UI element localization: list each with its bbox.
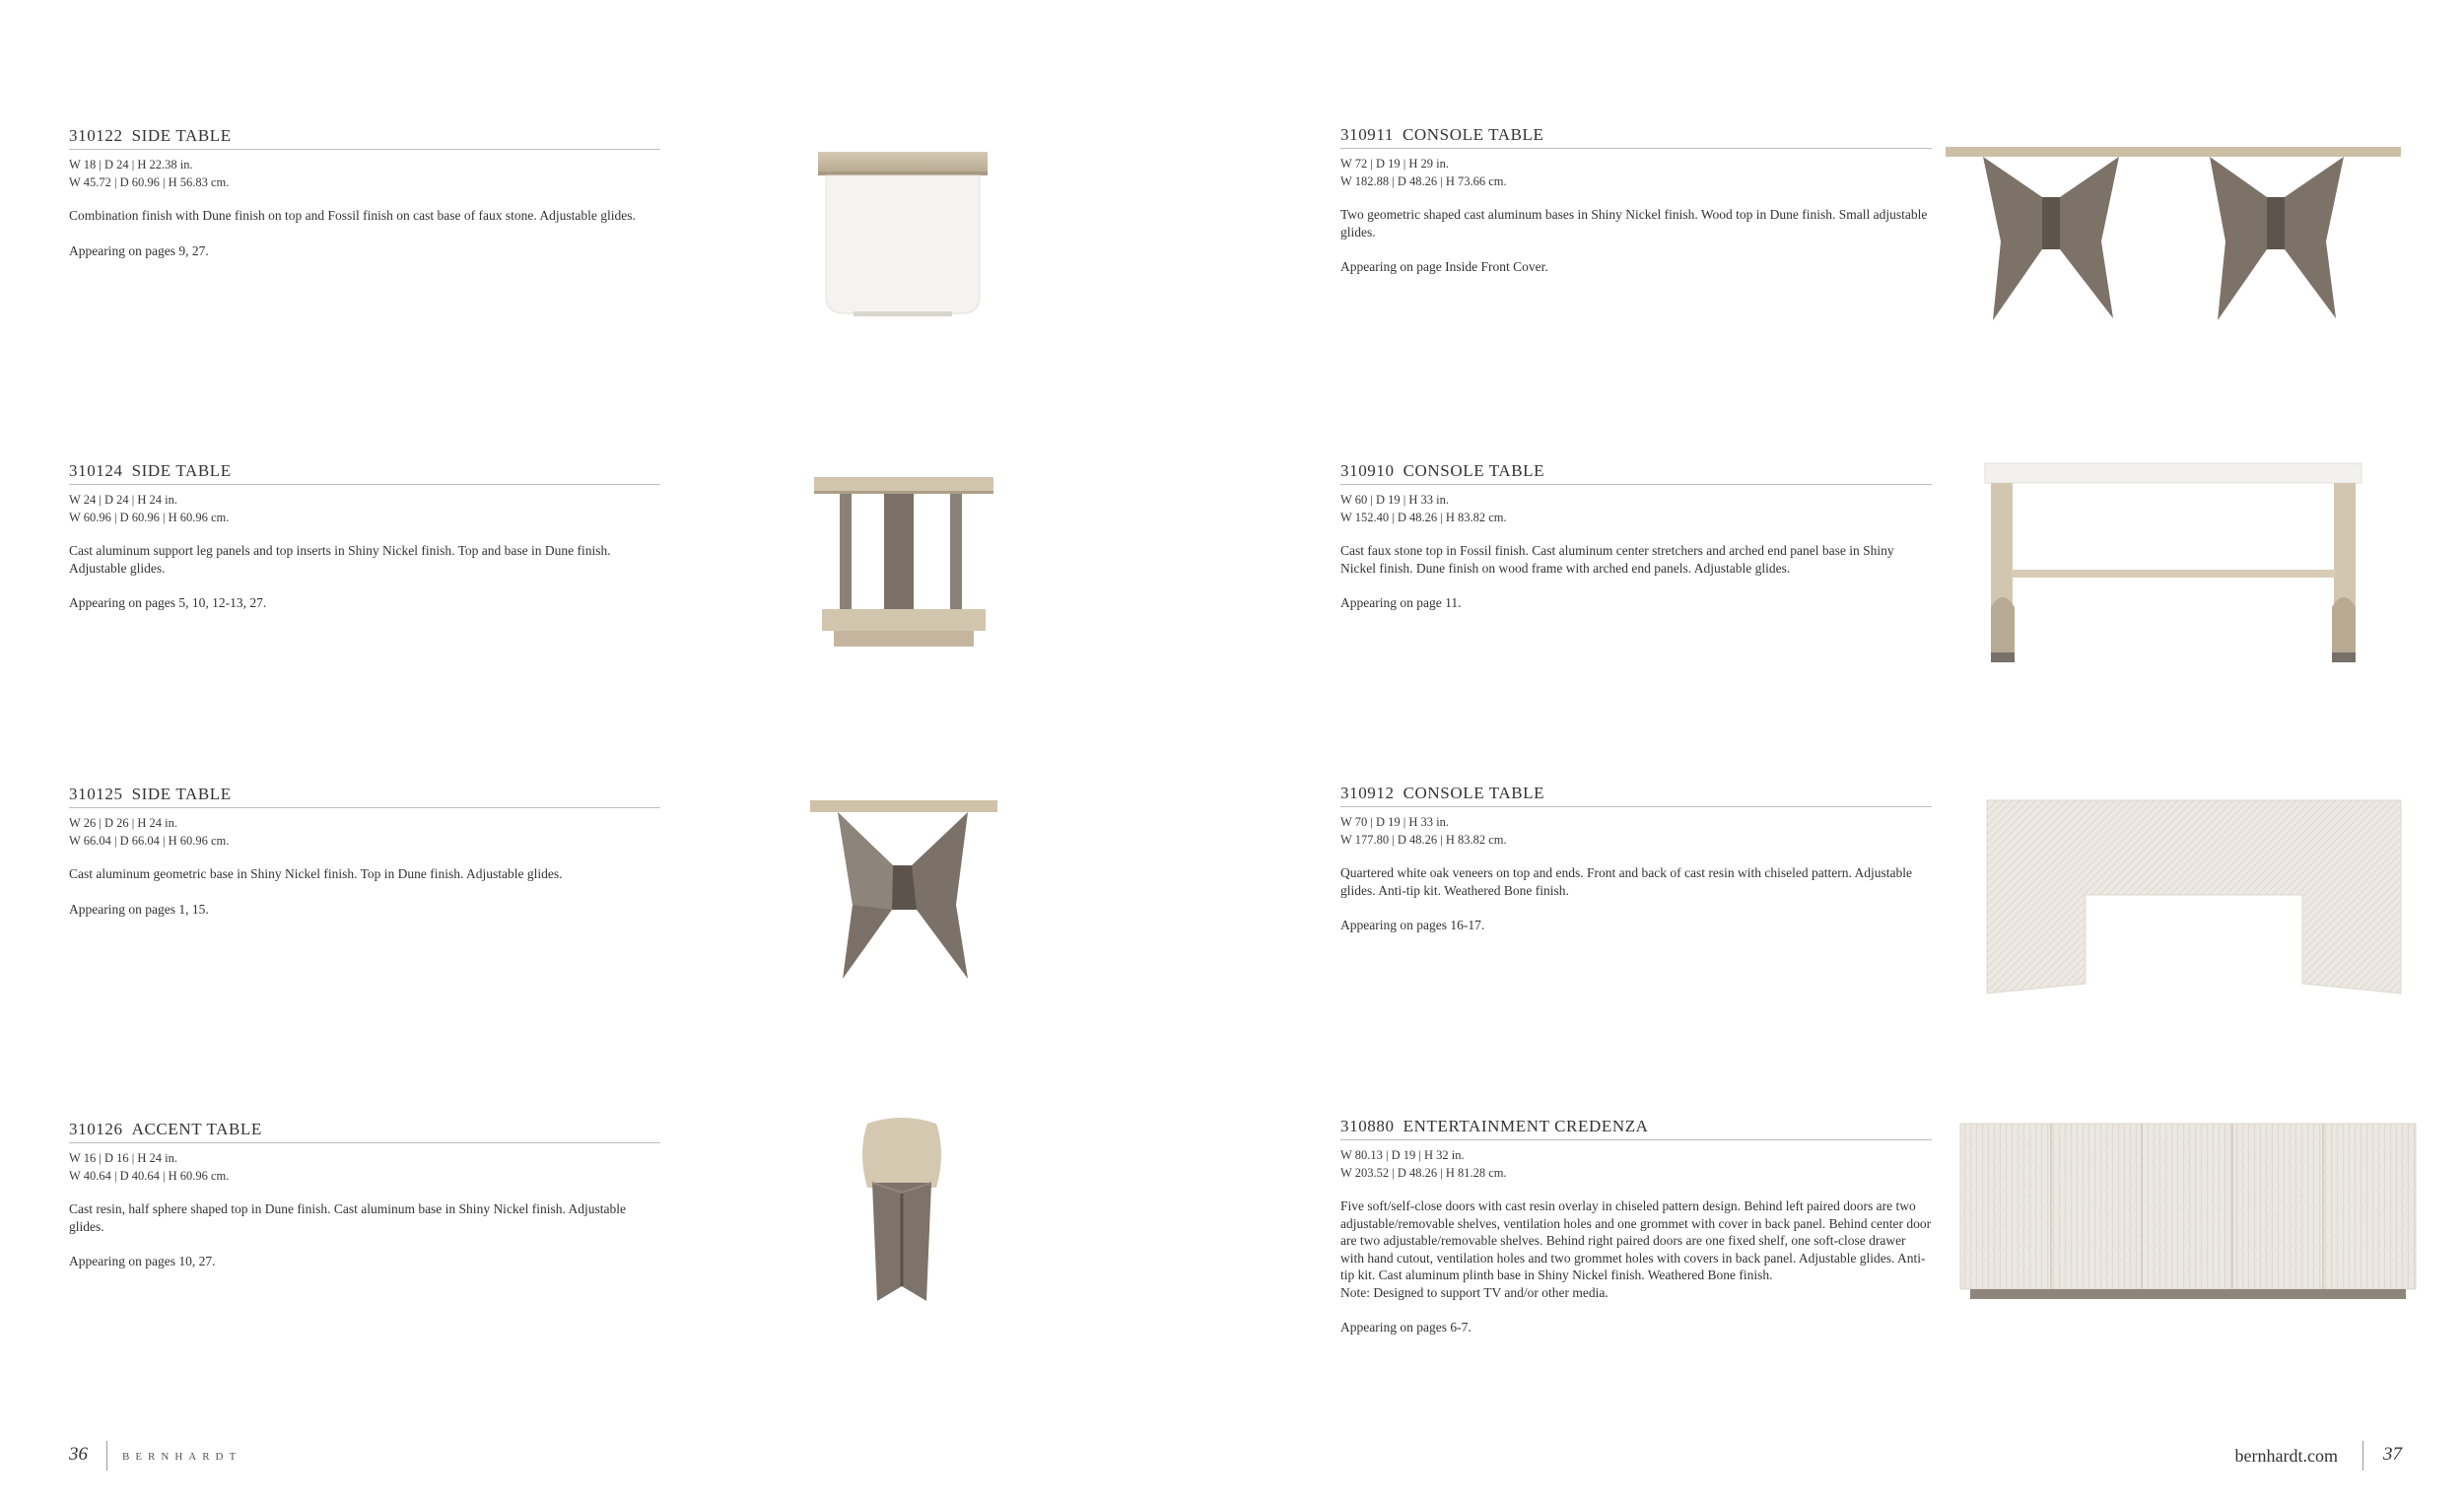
- product-number: 310122: [69, 126, 123, 145]
- dimensions-inches: W 26 | D 26 | H 24 in.: [69, 816, 177, 830]
- dimensions-cm: W 66.04 | D 66.04 | H 60.96 cm.: [69, 834, 230, 848]
- dimensions-cm: W 45.72 | D 60.96 | H 56.83 cm.: [69, 175, 230, 189]
- product-image-310122: [814, 148, 992, 320]
- product-name: CONSOLE TABLE: [1403, 784, 1545, 802]
- product-number: 310125: [69, 785, 123, 803]
- product-number: 310910: [1340, 461, 1395, 480]
- dimensions-inches: W 24 | D 24 | H 24 in.: [69, 493, 177, 507]
- product-image-310124: [810, 473, 997, 660]
- dimensions-inches: W 80.13 | D 19 | H 32 in.: [1340, 1148, 1465, 1162]
- footer-divider-right: [2362, 1441, 2363, 1471]
- product-dimensions: [1340, 813, 1932, 849]
- product-title: [1340, 784, 1932, 807]
- product-appearing: Appearing on pages 16-17.: [1340, 918, 1485, 932]
- product-name: CONSOLE TABLE: [1402, 125, 1544, 144]
- product-entry-310124: [69, 461, 660, 612]
- product-appearing: Appearing on pages 9, 27.: [69, 242, 209, 258]
- product-image-310910: [1981, 459, 2365, 671]
- dimensions-inches: W 60 | D 19 | H 33 in.: [1340, 493, 1449, 507]
- dimensions-cm: W 182.88 | D 48.26 | H 73.66 cm.: [1340, 174, 1507, 188]
- product-title: [69, 785, 660, 808]
- product-appearing: Appearing on page Inside Front Cover.: [1340, 259, 1548, 274]
- dimensions-cm: W 177.80 | D 48.26 | H 83.82 cm.: [1340, 833, 1507, 847]
- product-title: [1340, 1117, 1932, 1140]
- website-link[interactable]: bernhardt.com: [2234, 1446, 2338, 1466]
- product-number: 310911: [1340, 125, 1394, 144]
- product-name: ACCENT TABLE: [131, 1120, 262, 1138]
- dimensions-inches: W 70 | D 19 | H 33 in.: [1340, 815, 1449, 829]
- product-dimensions: [69, 491, 660, 526]
- product-title: [1340, 125, 1932, 149]
- product-name: ENTERTAINMENT CREDENZA: [1403, 1117, 1649, 1135]
- product-number: 310124: [69, 461, 123, 480]
- dimensions-cm: W 40.64 | D 40.64 | H 60.96 cm.: [69, 1169, 230, 1183]
- product-number: 310126: [69, 1120, 123, 1138]
- product-description: Two geometric shaped cast aluminum bases in Shiny Nickel finish. Wood top in Dune finish. Small adjustable glides.: [1340, 207, 1928, 240]
- product-dimensions: [69, 156, 660, 191]
- dimensions-inches: W 72 | D 19 | H 29 in.: [1340, 157, 1449, 171]
- product-title: [69, 1120, 660, 1143]
- product-description: Cast aluminum geometric base in Shiny Nickel finish. Top in Dune finish. Adjustable glides.: [69, 866, 563, 881]
- product-image-310911: [1944, 143, 2403, 330]
- product-title: [1340, 461, 1932, 485]
- product-title: [69, 461, 660, 485]
- product-description: Quartered white oak veneers on top and ends. Front and back of cast resin with chiseled pattern. Adjustable glides. Anti-tip kit. Weathered Bone finish.: [1340, 865, 1912, 898]
- product-appearing: Appearing on pages 5, 10, 12-13, 27.: [69, 595, 267, 610]
- product-title: [69, 126, 660, 150]
- product-appearing: Appearing on pages 1, 15.: [69, 901, 209, 917]
- product-entry-310911: [1340, 125, 1932, 276]
- dimensions-cm: W 203.52 | D 48.26 | H 81.28 cm.: [1340, 1166, 1507, 1180]
- product-description: Combination finish with Dune finish on top and Fossil finish on cast base of faux stone. Adjustable glides.: [69, 208, 636, 223]
- dimensions-cm: W 152.40 | D 48.26 | H 83.82 cm.: [1340, 511, 1507, 524]
- product-image-310912: [1977, 796, 2411, 1003]
- product-name: SIDE TABLE: [131, 126, 232, 145]
- product-dimensions: [1340, 155, 1932, 190]
- product-description: [1340, 1198, 1932, 1301]
- left-page-number: 36: [69, 1444, 88, 1465]
- product-appearing: Appearing on pages 10, 27.: [69, 1254, 216, 1268]
- dimensions-inches: W 16 | D 16 | H 24 in.: [69, 1151, 177, 1165]
- product-entry-310125: [69, 785, 660, 918]
- product-description: Cast resin, half sphere shaped top in Dune finish. Cast aluminum base in Shiny Nickel finish. Adjustable glides.: [69, 1201, 627, 1234]
- product-appearing: Appearing on pages 6-7.: [1340, 1320, 1472, 1335]
- product-entry-310910: [1340, 461, 1932, 612]
- product-name: SIDE TABLE: [131, 461, 232, 480]
- product-image-310126: [848, 1114, 956, 1311]
- product-description: Cast aluminum support leg panels and top inserts in Shiny Nickel finish. Top and base in Dune finish. Adjustable glides.: [69, 543, 611, 576]
- product-description: Cast faux stone top in Fossil finish. Cast aluminum center stretchers and arched end panel base in Shiny Nickel finish. Dune finish on wood frame with arched end panels. Adjustable glides.: [1340, 543, 1894, 576]
- product-dimensions: [1340, 1146, 1932, 1182]
- footer-divider-left: [106, 1441, 107, 1471]
- right-page-number: 37: [2383, 1444, 2402, 1465]
- product-note: Note: Designed to support TV and/or other media.: [1340, 1284, 1608, 1300]
- product-entry-310126: [69, 1120, 660, 1270]
- product-name: CONSOLE TABLE: [1403, 461, 1545, 480]
- description-text: Five soft/self-close doors with cast resin overlay in chiseled pattern design. Behind left paired doors are two adjustable/removable shelves, ventilation holes and one grommet with cover in back panel. Behind center door are two adjustable/removable shelves. Behind right paired doors are one fixed shelf, one soft-close drawer with hand cutout, ventilation holes and two grommet holes with covers in back panel. Adjustable glides. Anti-tip kit. Cast aluminum plinth base in Shiny Nickel finish. Weathered Bone finish.: [1340, 1198, 1932, 1282]
- product-number: 310912: [1340, 784, 1395, 802]
- product-dimensions: [1340, 491, 1932, 526]
- product-entry-310912: [1340, 784, 1932, 934]
- brand-logo: BERNHARDT: [122, 1451, 242, 1463]
- dimensions-cm: W 60.96 | D 60.96 | H 60.96 cm.: [69, 511, 230, 524]
- product-entry-310122: [69, 126, 660, 259]
- product-dimensions: [69, 814, 660, 850]
- product-appearing: Appearing on page 11.: [1340, 595, 1462, 610]
- product-entry-310880: [1340, 1117, 1932, 1336]
- product-image-310125: [808, 796, 1000, 989]
- product-number: 310880: [1340, 1117, 1395, 1135]
- product-dimensions: [69, 1149, 660, 1185]
- product-image-310880: [1956, 1120, 2420, 1307]
- product-name: SIDE TABLE: [131, 785, 232, 803]
- dimensions-inches: W 18 | D 24 | H 22.38 in.: [69, 158, 193, 171]
